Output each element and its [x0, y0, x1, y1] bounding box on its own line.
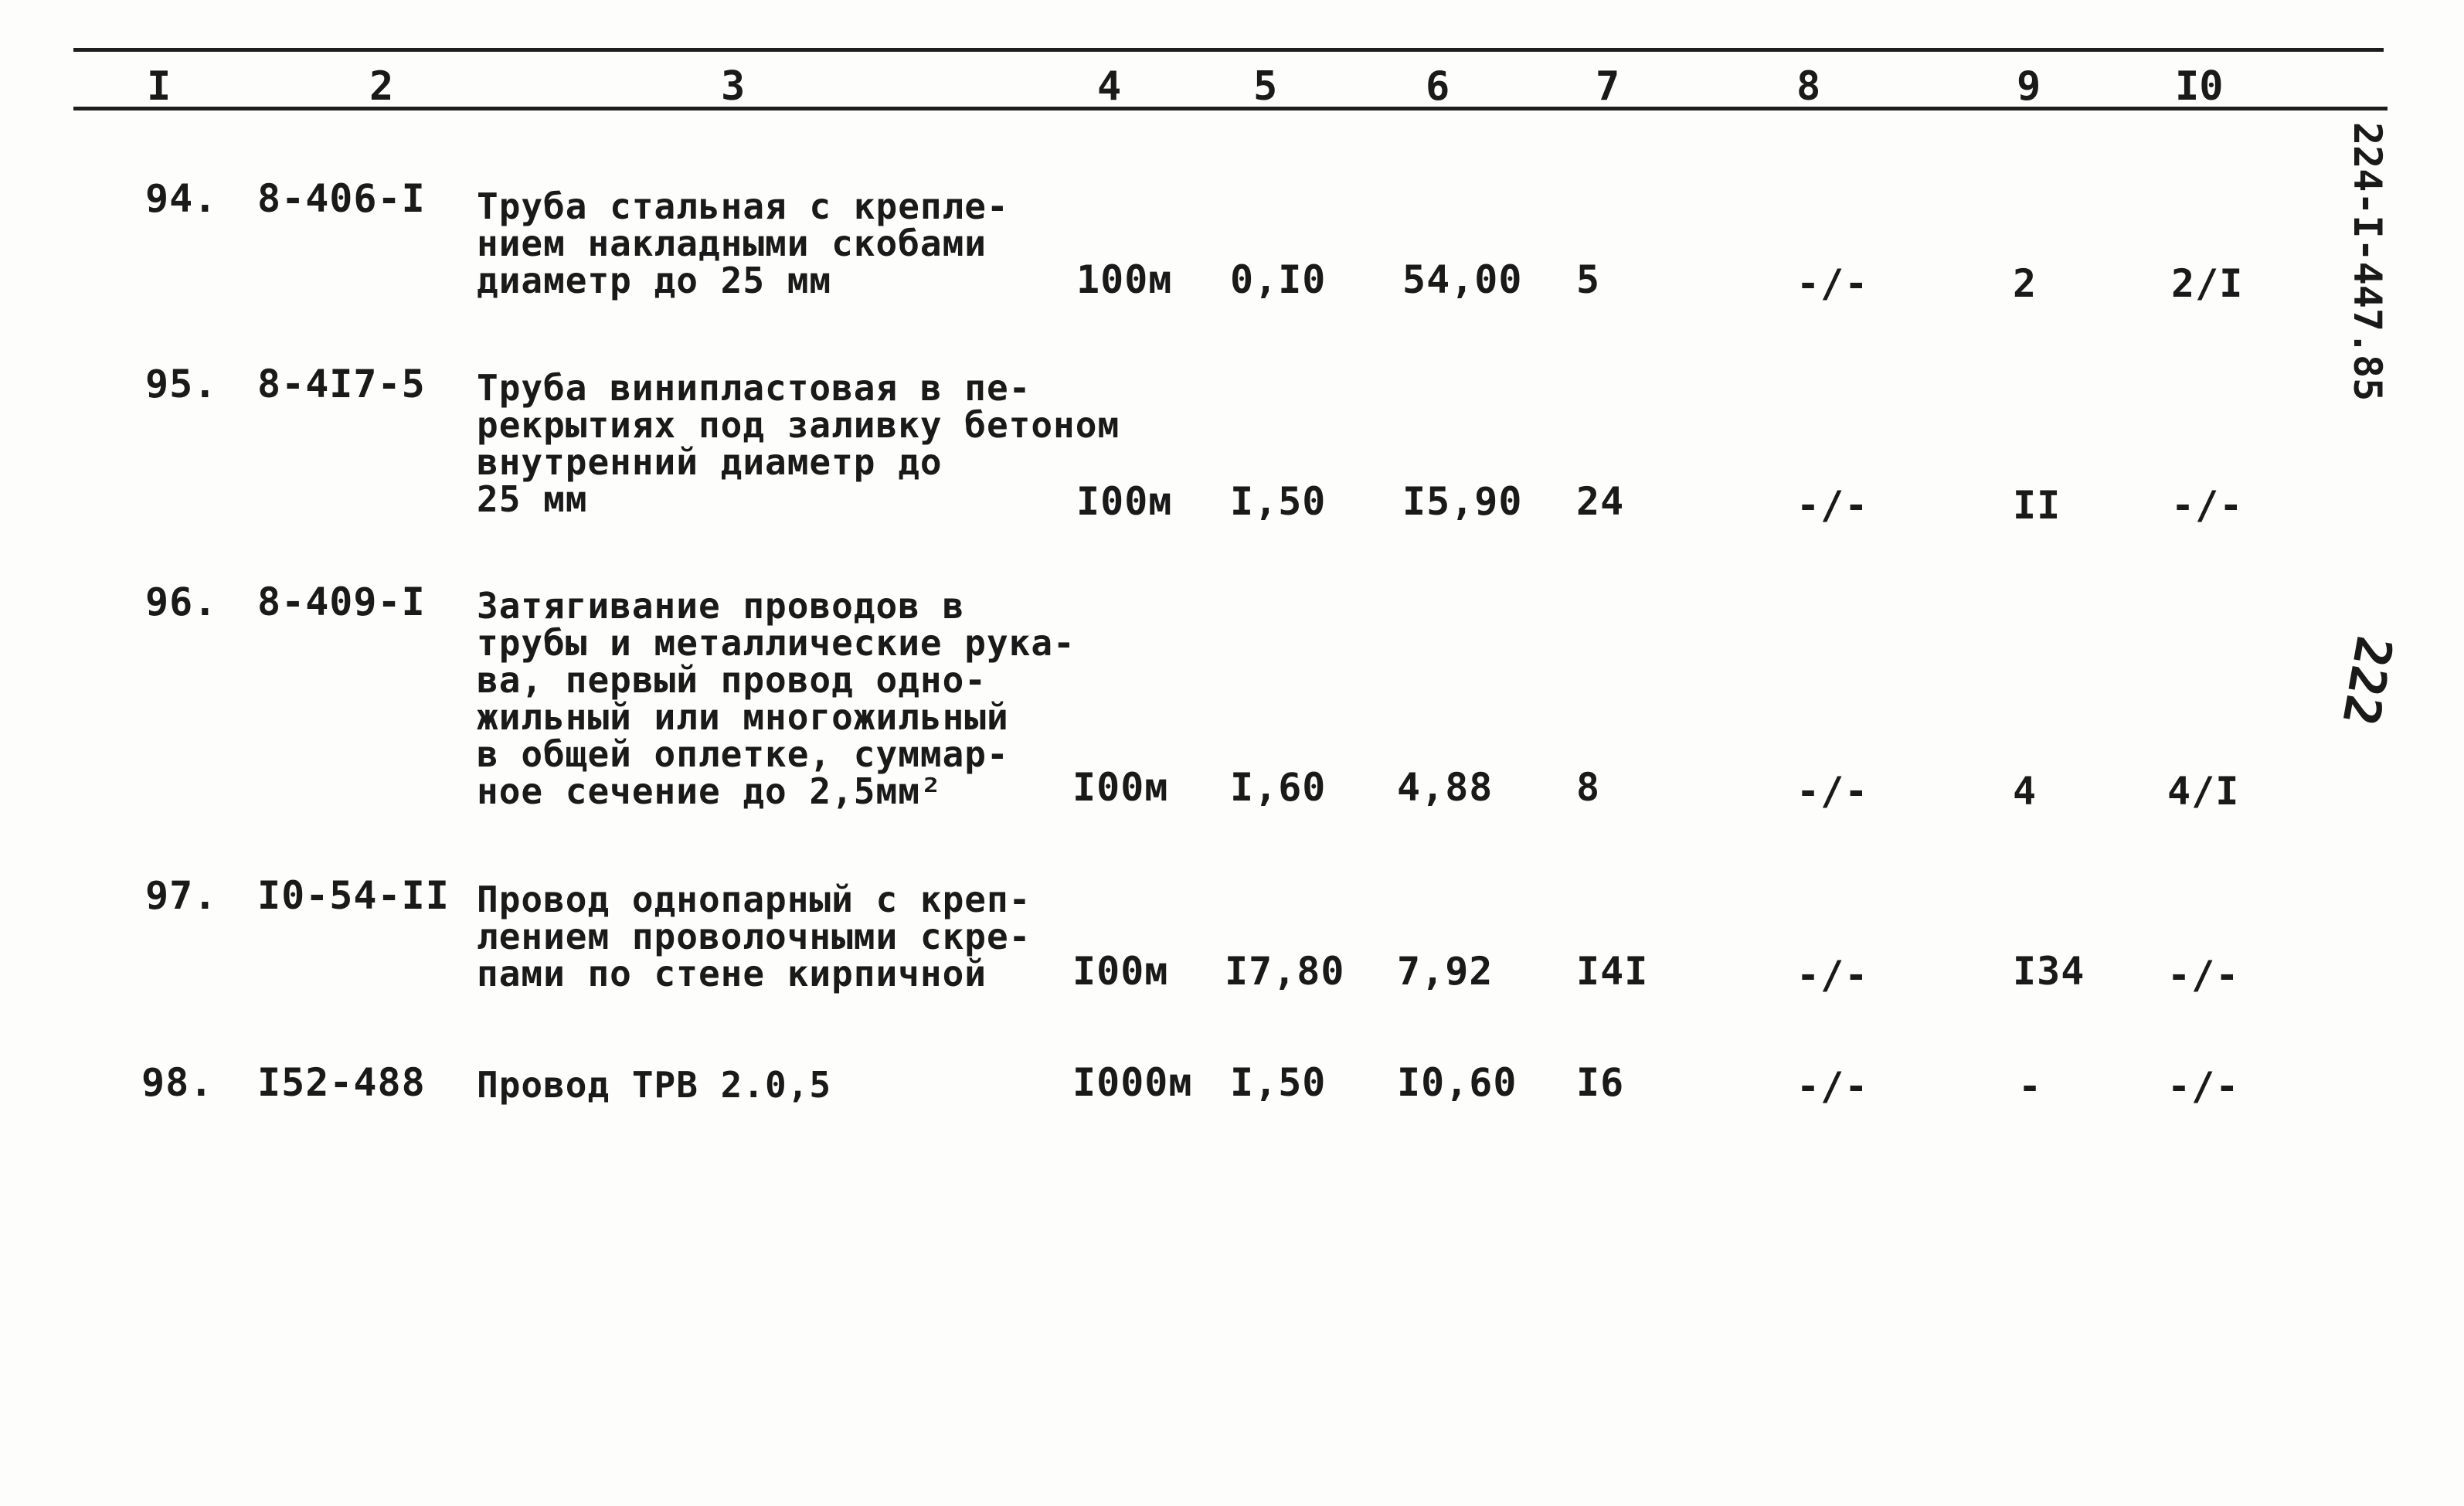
description-line: трубы и металлические рука- — [477, 622, 1076, 664]
column-header-7: 7 — [1596, 63, 1620, 110]
description-line: Провод ТРВ 2.0,5 — [477, 1064, 832, 1106]
unit: 100м — [1076, 257, 1173, 302]
description-line: 25 мм — [477, 478, 588, 520]
column-10-value: -/- — [2167, 1064, 2240, 1109]
row-number: 98. — [141, 1060, 214, 1105]
column-7-value: 24 — [1576, 479, 1625, 524]
column-header-6: 6 — [1426, 63, 1450, 110]
column-header-1: I — [147, 63, 172, 110]
column-9-value: II — [2013, 483, 2061, 528]
column-7-value: I4I — [1576, 949, 1649, 994]
description-line: ное сечение до 2,5мм² — [477, 770, 943, 812]
row-number: 94. — [145, 176, 218, 221]
column-8-value: -/- — [1796, 483, 1869, 528]
item-description — [477, 1064, 832, 1106]
column-8-value: -/- — [1796, 261, 1869, 306]
description-line: внутренний диаметр до — [477, 441, 943, 483]
column-7-value: 5 — [1576, 257, 1601, 302]
item-description — [477, 369, 1120, 518]
column-10-value: -/- — [2171, 483, 2244, 528]
item-description — [477, 185, 1009, 301]
column-7-value: 8 — [1576, 765, 1601, 810]
unit-price: I0,60 — [1397, 1060, 1517, 1105]
description-line: Труба винипластовая в пе- — [477, 367, 1031, 409]
unit-price: 54,00 — [1402, 257, 1523, 302]
column-header-5: 5 — [1253, 63, 1278, 110]
row-number: 97. — [145, 873, 218, 918]
quantity: I,60 — [1230, 765, 1327, 810]
column-9-value: 4 — [2013, 769, 2037, 814]
column-header-10: I0 — [2175, 63, 2224, 110]
description-line: в общей оплетке, суммар- — [477, 733, 1009, 775]
top-rule — [73, 48, 2384, 52]
item-description — [477, 881, 1031, 992]
unit: I00м — [1072, 949, 1169, 994]
rate-code: I0-54-II — [257, 873, 450, 918]
unit-price: I5,90 — [1402, 479, 1523, 524]
item-description — [477, 587, 1076, 810]
column-10-value: 2/I — [2171, 261, 2244, 306]
column-8-value: -/- — [1796, 769, 1869, 814]
unit: I00м — [1072, 765, 1169, 810]
rate-code: 8-4I7-5 — [257, 362, 426, 406]
description-line: диаметр до 25 мм — [477, 260, 832, 301]
column-header-9: 9 — [2017, 63, 2041, 110]
document-code: 224-I-447.85 — [2345, 122, 2390, 402]
column-8-value: -/- — [1796, 1064, 1869, 1109]
column-header-2: 2 — [369, 63, 394, 110]
unit: I00м — [1076, 479, 1173, 524]
row-number: 96. — [145, 580, 218, 624]
column-8-value: -/- — [1796, 953, 1869, 998]
column-10-value: 4/I — [2167, 769, 2240, 814]
rate-code: 8-406-I — [257, 176, 426, 221]
description-line: жильный или многожильный — [477, 696, 1009, 738]
description-line: рекрытиях под заливку бетоном — [477, 404, 1120, 446]
description-line: пами по стене кирпичной — [477, 953, 987, 994]
rate-code: I52-488 — [257, 1060, 426, 1105]
page-number: 222 — [2330, 631, 2403, 730]
quantity: 0,I0 — [1230, 257, 1327, 302]
column-header-4: 4 — [1097, 63, 1122, 110]
unit-price: 4,88 — [1397, 765, 1494, 810]
unit-price: 7,92 — [1397, 949, 1494, 994]
quantity: I7,80 — [1225, 949, 1345, 994]
column-9-value: I34 — [2013, 949, 2085, 994]
column-9-value: 2 — [2013, 261, 2037, 306]
description-line: Труба стальная с крепле- — [477, 185, 1009, 227]
description-line: Затягивание проводов в — [477, 585, 965, 627]
column-10-value: -/- — [2167, 953, 2240, 998]
row-number: 95. — [145, 362, 218, 406]
column-7-value: I6 — [1576, 1060, 1625, 1105]
unit: I000м — [1072, 1060, 1193, 1105]
rate-code: 8-409-I — [257, 580, 426, 624]
description-line: Провод однопарный с креп- — [477, 879, 1031, 920]
description-line: нием накладными скобами — [477, 223, 987, 264]
quantity: I,50 — [1230, 1060, 1327, 1105]
description-line: лением проволочными скре- — [477, 916, 1031, 957]
description-line: ва, первый провод одно- — [477, 659, 987, 701]
quantity: I,50 — [1230, 479, 1327, 524]
column-header-3: 3 — [721, 63, 746, 110]
column-header-8: 8 — [1796, 63, 1821, 110]
column-9-value: - — [2018, 1064, 2043, 1109]
